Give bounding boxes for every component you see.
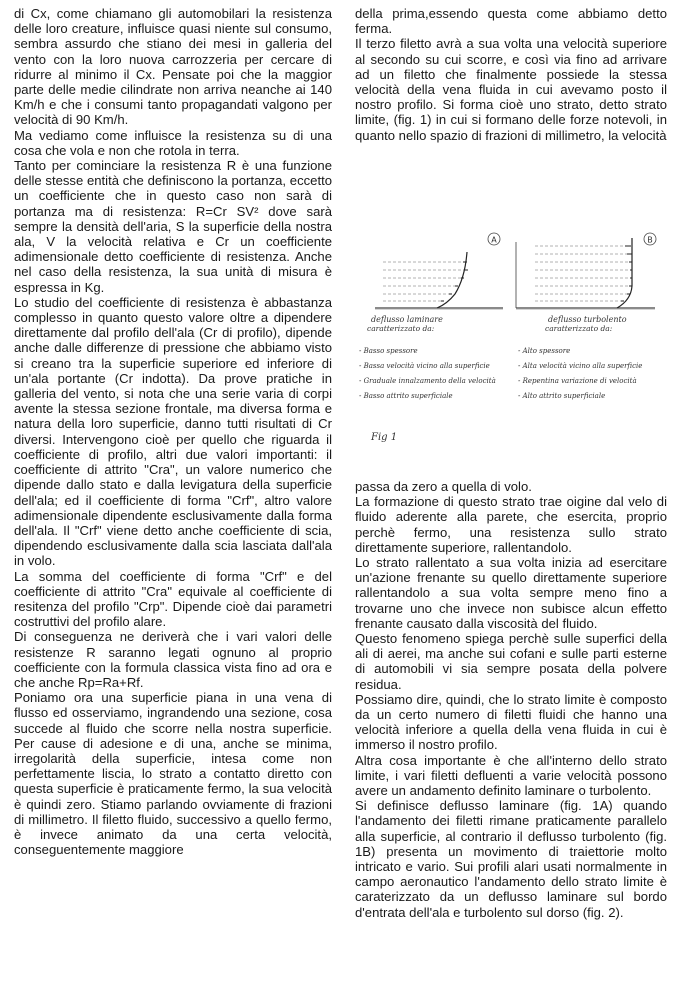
- paragraph: Di conseguenza ne deriverà che i vari valori delle resistenze R saranno legati ognuno al proprio coefficiente con la formula classica vista fino ad ora e che anche Rp=Ra+Rf.: [14, 629, 332, 690]
- list-item-b: - Alto spessore: [518, 347, 571, 355]
- paragraph: Poniamo ora una superficie piana in una vena di flusso ed osserviamo, ingrandendo una sezione, cosa succede al fluido che scorre nella nostra superficie. Per cause di adesione e di una, anche se minima, irregolarità della superficie, intesa come non perfettamente liscia, lo strato a contatto diretto con questa superficie è praticamente fermo, la sua velocità è quindi zero. Stiamo parlando ovviamente di frazioni di millimetro. Il filetto fluido, successivo a quello fermo, è invece animato da una certa velocità, conseguentemente maggiore: [14, 690, 332, 858]
- laminar-flow-sketch: [375, 252, 503, 310]
- figure-boundary-layer: [355, 190, 667, 470]
- list-item-a: - Basso attrito superficiale: [359, 392, 453, 400]
- caption-a-title: deflusso laminare: [371, 315, 443, 324]
- turbulent-flow-sketch: [516, 235, 655, 310]
- paragraph: della prima,essendo questa come abbiamo detto ferma.: [355, 6, 667, 37]
- paragraph: La formazione di questo strato trae oigine dal velo di fluido aderente alla parete, che esercita, proprio perchè fermo, una resistenza sullo strato direttamente superiore, rallentandolo.: [355, 494, 667, 555]
- paragraph: di Cx, come chiamano gli automobilari la resistenza delle loro creature, influisce quasi niente sul consumo, sembra assurdo che stiano dei mesi in galleria del vento con la loro nuova carrozzeria per cercare di ridurre al minimo il Cx. Pensate poi che la maggior parte delle medie cilindrate non arriva neanche ai 140 Km/h e che i consumi tanto propagandati valgono per velocità di 90 Km/h.: [14, 6, 332, 128]
- list-item-b: - Repentina variazione di velocità: [518, 377, 637, 385]
- list-item-a: - Graduale innalzamento della velocità: [359, 377, 496, 385]
- paragraph: Ma vediamo come influisce la resistenza su di una cosa che vola e non che rotola in terra.: [14, 127, 332, 158]
- paragraph: Questo fenomeno spiega perchè sulle superfici della ali di aerei, ma anche sui cofani e sulle parti esterne di automobili vi sia sempre posata della polvere residua.: [355, 631, 667, 692]
- paragraph: Il terzo filetto avrà a sua volta una velocità superiore al secondo su cui scorre, e così via fino ad arrivare ad un filetto che finalmente possiede la stessa velocità della vena fluida in cui avevamo posto il nostro profilo. Si forma cioè uno strato, detto strato limite, (fig. 1) in cui si formano delle forze notevoli, in quanto nello spazio di frazioni di millimetro, la velocità: [355, 36, 667, 143]
- paragraph: Lo strato rallentato a sua volta inizia ad esercitare un'azione frenante su quello direttamente superiore rallentandolo a sua volta sempre meno fino a trovarne uno che invece non subisce alcun effetto frenante causato dalla viscosità del fluido.: [355, 555, 667, 631]
- boundary-layer-diagram: [355, 190, 667, 470]
- list-item-a: - Bassa velocità vicino alla superficie: [359, 362, 490, 370]
- caption-b-sub: caratterizzato da:: [545, 324, 613, 333]
- paragraph: Si definisce deflusso laminare (fig. 1A) quando l'andamento dei filetti rimane praticamente parallelo alla superficie, al contrario il deflusso turbolento (fig. 1B) presenta un movimento di traiettorie molto intricato e vario. Sui profili alari usati normalmente in campo aeronautico l'andamento dello strato limite è caraterizzato da un deflusso laminare sul bordo d'entrata dell'ala e turbolento sul dorso (fig. 2).: [355, 798, 667, 920]
- svg-text:B: B: [647, 235, 653, 245]
- list-item-b: - Alto attrito superficiale: [518, 392, 606, 400]
- paragraph: Possiamo dire, quindi, che lo strato limite è composto da un certo numero di filetti fluidi che hanno una velocità inferiore a quella della vena fluida in cui è immerso il nostro profilo.: [355, 691, 667, 753]
- label-a: [488, 233, 500, 245]
- paragraph: Lo studio del coefficiente di resistenza è abbastanza complesso in quanto questo valore oltre a dipendere direttamente dal profilo dell'ala (Cr di profilo), dipende anche dalle differenze di pressione che abbiamo visto si creano tra la superficie superiore ed inferiore di un'ala portante (Cr indotta). Da prove pratiche in galleria del vento, si nota che una serie varia di corpi avente la stessa sezione frontale, ma diversa forma e natura della loro superficie, danno tutti risultati di Cr diversi. Intervengono cioè per quello che riguarda il coefficiente di profilo, altri due valori importanti: il coefficiente di attrito "Cra", un valore numerico che dipende dallo stato e dalla levigatura della superficie dell'ala; ed il coefficiente di forma "Crf", altro valore adimensionale dipendente esclusivamente dalla forma dell'ala. Il "Crf" viene detto anche coefficiente di scia, dipendendo esclusivamente dalla scia lasciata dall'ala in volo.: [14, 294, 332, 569]
- right-column-bottom: [355, 479, 667, 920]
- figure-label: Fig 1: [371, 432, 398, 443]
- caption-a-sub: caratterizzato da:: [367, 324, 435, 333]
- list-item-a: - Basso spessore: [359, 347, 418, 355]
- left-column: [14, 6, 332, 857]
- svg-text:A: A: [491, 235, 497, 245]
- paragraph: passa da zero a quella di volo.: [355, 479, 532, 494]
- paragraph: Altra cosa importante è che all'interno dello strato limite, i vari filetti defluenti a varie velocità possono avere un andamento definito laminare o turbolento.: [355, 752, 667, 799]
- list-item-b: - Alta velocità vicino alla superficie: [518, 362, 643, 370]
- paragraph: Tanto per cominciare la resistenza R è una funzione delle stesse entità che definiscono la portanza, eccetto un coefficiente che in questo caso non sarà di portanza ma di resistenza: R=Cr SV² dove sarà sempre la densità dell'aria, S la superficie della nostra ala, V la velocità relativa e Cr un coefficiente adimensionale detto coefficiente di resistenza. Anche nel caso della resistenza, la sua unità di misura è espressa in Kg.: [14, 158, 332, 295]
- right-column-top: [355, 6, 667, 143]
- paragraph: La somma del coefficiente di forma "Crf" e del coefficiente di attrito "Cra" equivale al coefficiente di resitenza del profilo "Crp". Dipende cioè dai parametri costruttivi del profilo alare.: [14, 568, 332, 630]
- caption-b-title: deflusso turbolento: [548, 315, 627, 324]
- label-b: [644, 233, 656, 245]
